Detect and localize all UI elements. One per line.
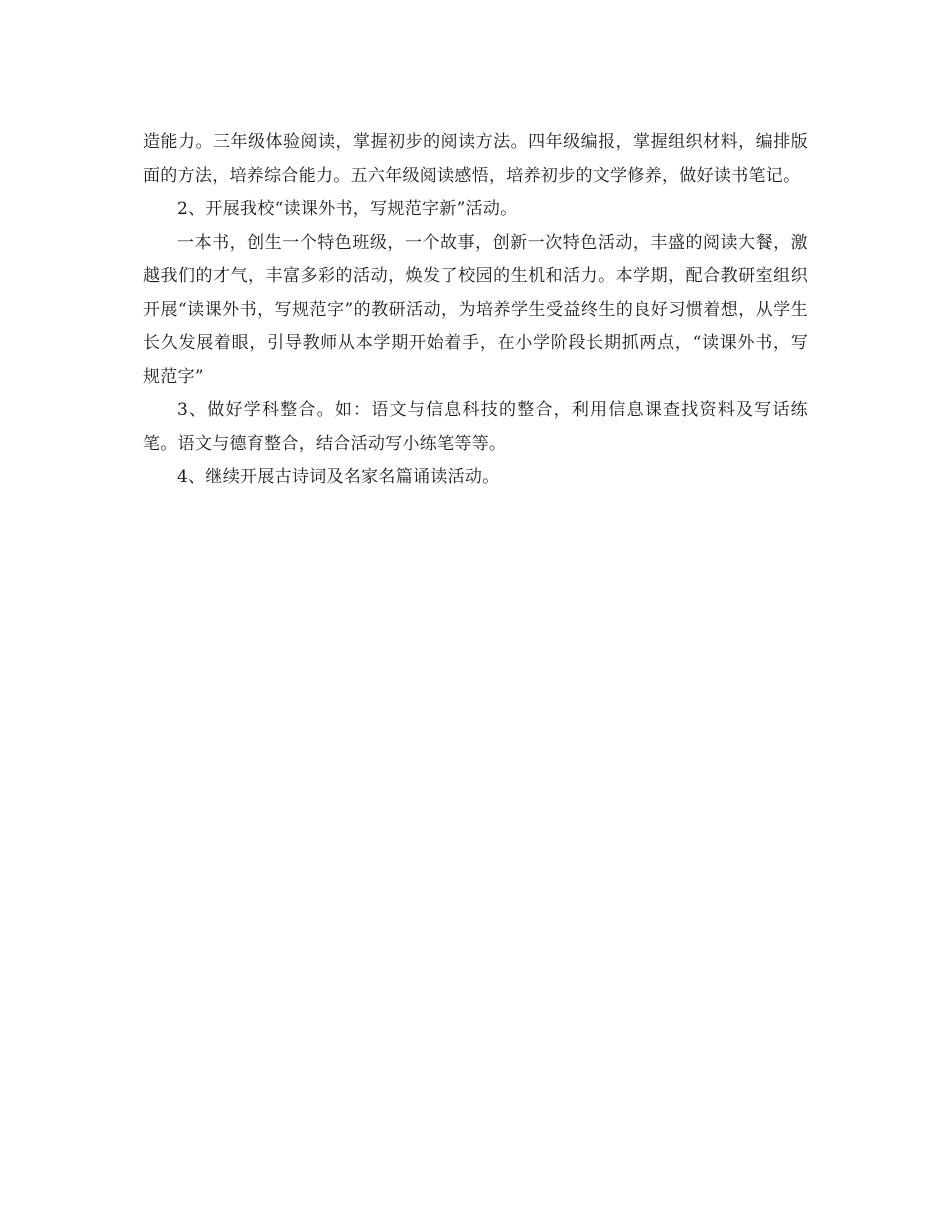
paragraph-item-4: 4、继续开展古诗词及名家名篇诵读活动。 xyxy=(177,467,500,487)
paragraph-item-2: 2、开展我校“读课外书，写规范字新”活动。 xyxy=(177,199,518,219)
paragraph-item-3: 3、做好学科整合。如：语文与信息科技的整合，利用信息课查找资料及写话练笔。语文与德育整合，结合活动写小练笔等等。 xyxy=(143,400,808,454)
document-body xyxy=(143,126,808,495)
paragraph-continuation: 造能力。三年级体验阅读，掌握初步的阅读方法。四年级编报，掌握组织材料，编排版面的方法，培养综合能力。五六年级阅读感悟，培养初步的文学修养，做好读书笔记。 xyxy=(143,132,808,186)
paragraph-item-2-detail: 一本书，创生一个特色班级，一个故事，创新一次特色活动，丰盛的阅读大餐，激越我们的才气，丰富多彩的活动，焕发了校园的生机和活力。本学期，配合教研室组织开展“读课外书，写规范字”的教研活动，为培养学生受益终生的良好习惯着想，从学生长久发展着眼，引导教师从本学期开始着手，在小学阶段长期抓两点，“读课外书，写规范字” xyxy=(143,232,808,387)
